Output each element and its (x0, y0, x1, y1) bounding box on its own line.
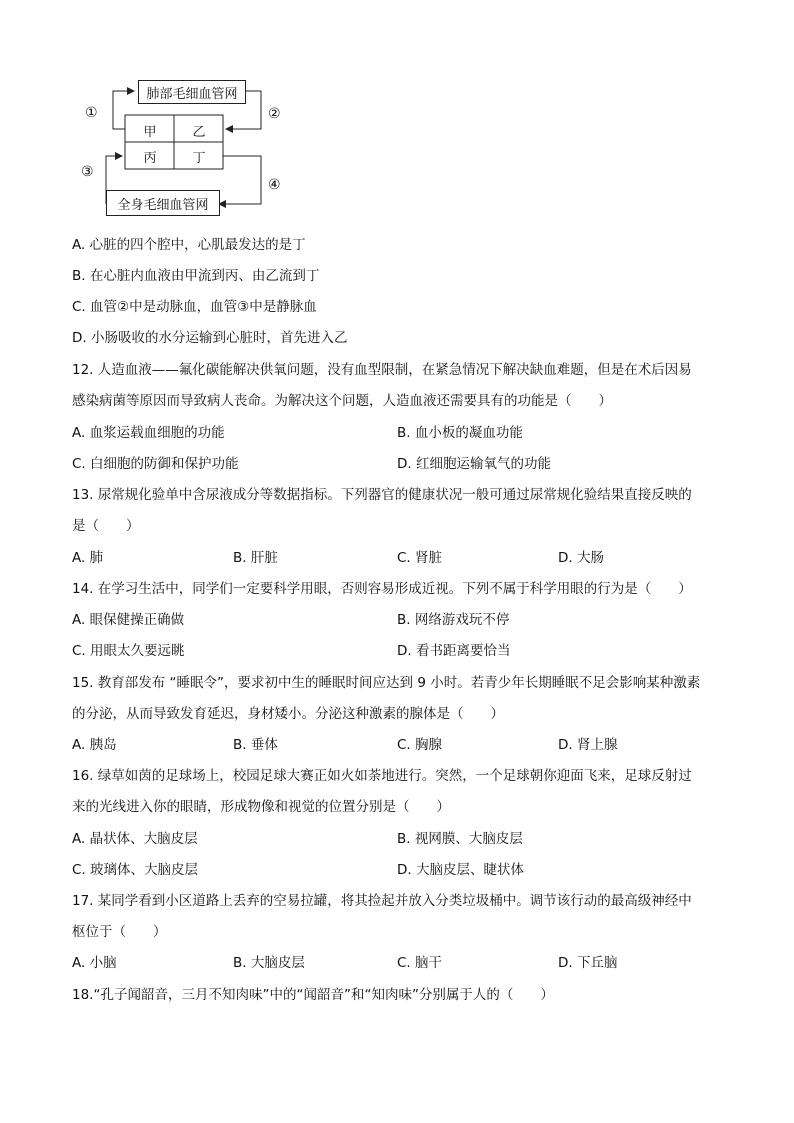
chamber-d: 丁 (192, 151, 206, 166)
marker-1: ① (85, 105, 98, 121)
q12-option-a: A. 血浆运载血细胞的功能 (72, 425, 225, 441)
q17-stem-line-1: 17. 某同学看到小区道路上丢弃的空易拉罐，将其捡起并放入分类垃圾桶中。调节该行动的最高级神经中 (72, 893, 692, 909)
q15-option-d: D. 肾上腺 (558, 737, 618, 753)
q15-option-a: A. 胰岛 (72, 737, 117, 753)
marker-2: ② (268, 106, 281, 122)
q13-option-d: D. 大肠 (558, 550, 604, 566)
chamber-a: 甲 (143, 125, 157, 140)
marker-3: ③ (81, 164, 94, 180)
q12-option-d: D. 红细胞运输氧气的功能 (397, 456, 551, 472)
lung-capillary-label: 肺部毛细血管网 (146, 86, 238, 102)
q17-option-a: A. 小脑 (72, 955, 117, 971)
heart-circulation-diagram (78, 76, 288, 222)
q13-stem-line-2: 是（ ） (72, 518, 140, 534)
q13-stem-line-1: 13. 尿常规化验单中含尿液成分等数据指标。下列器官的健康状况一般可通过尿常规化验结果直接反映的 (72, 487, 692, 503)
body-capillary-box (106, 190, 220, 216)
q12-stem-line-2: 感染病菌等原因而导致病人丧命。为解决这个问题，人造血液还需要具有的功能是（ ） (72, 393, 612, 409)
q13-option-c: C. 肾脏 (397, 550, 443, 566)
q11-option-a: A. 心脏的四个腔中，心肌最发达的是丁 (72, 237, 306, 253)
q15-stem-line-2: 的分泌，从而导致发育延迟，身材矮小。分泌这种激素的腺体是（ ） (72, 706, 504, 722)
q12-stem-line-1: 12. 人造血液——氟化碳能解决供氧问题，没有血型限制，在紧急情况下解决缺血难题，但是在术后因易 (72, 362, 692, 378)
q13-option-b: B. 肝脏 (233, 550, 278, 566)
q12-option-b: B. 血小板的凝血功能 (397, 425, 523, 441)
q11-option-d: D. 小肠吸收的水分运输到心脏时，首先进入乙 (72, 330, 348, 346)
q16-stem-line-1: 16. 绿草如茵的足球场上，校园足球大赛正如火如荼地进行。突然，一个足球朝你迎面飞来，足球反射过 (72, 768, 692, 784)
q14-option-b: B. 网络游戏玩不停 (397, 612, 510, 628)
q15-stem-line-1: 15. 教育部发布 “睡眠令”，要求初中生的睡眠时间应达到 9 小时。若青少年长期睡眠不足会影响某种激素 (72, 675, 701, 691)
q14-option-c: C. 用眼太久要远眺 (72, 643, 185, 659)
q18-stem-line-1: 18.“孔子闻韶音，三月不知肉味”中的“闻韶音”和“知肉味”分别属于人的（ ） (72, 987, 554, 1003)
q17-option-b: B. 大脑皮层 (233, 955, 305, 971)
q16-option-d: D. 大脑皮层、睫状体 (397, 862, 524, 878)
q12-option-c: C. 白细胞的防御和保护功能 (72, 456, 239, 472)
marker-4: ④ (268, 177, 281, 193)
q11-option-b: B. 在心脏内血液由甲流到丙、由乙流到丁 (72, 268, 320, 284)
q14-stem-line-1: 14. 在学习生活中，同学们一定要科学用眼，否则容易形成近视。下列不属于科学用眼的行为是（ ） (72, 581, 692, 597)
q15-option-c: C. 胸腺 (397, 737, 443, 753)
q11-option-c: C. 血管②中是动脉血，血管③中是静脉血 (72, 299, 317, 315)
body-capillary-label: 全身毛细血管网 (117, 197, 209, 213)
q14-option-a: A. 眼保健操正确做 (72, 612, 185, 628)
lung-capillary-box (138, 80, 246, 104)
chamber-b: 乙 (192, 125, 206, 140)
q13-option-a: A. 肺 (72, 550, 104, 566)
q14-option-d: D. 看书距离要恰当 (397, 643, 511, 659)
q16-option-b: B. 视网膜、大脑皮层 (397, 831, 523, 847)
q16-option-a: A. 晶状体、大脑皮层 (72, 831, 198, 847)
q17-option-c: C. 脑干 (397, 955, 443, 971)
q16-option-c: C. 玻璃体、大脑皮层 (72, 862, 199, 878)
chamber-c: 丙 (143, 151, 157, 166)
q16-stem-line-2: 来的光线进入你的眼睛，形成物像和视觉的位置分别是（ ） (72, 799, 450, 815)
q17-stem-line-2: 枢位于（ ） (72, 924, 167, 940)
q15-option-b: B. 垂体 (233, 737, 278, 753)
q17-option-d: D. 下丘脑 (558, 955, 618, 971)
